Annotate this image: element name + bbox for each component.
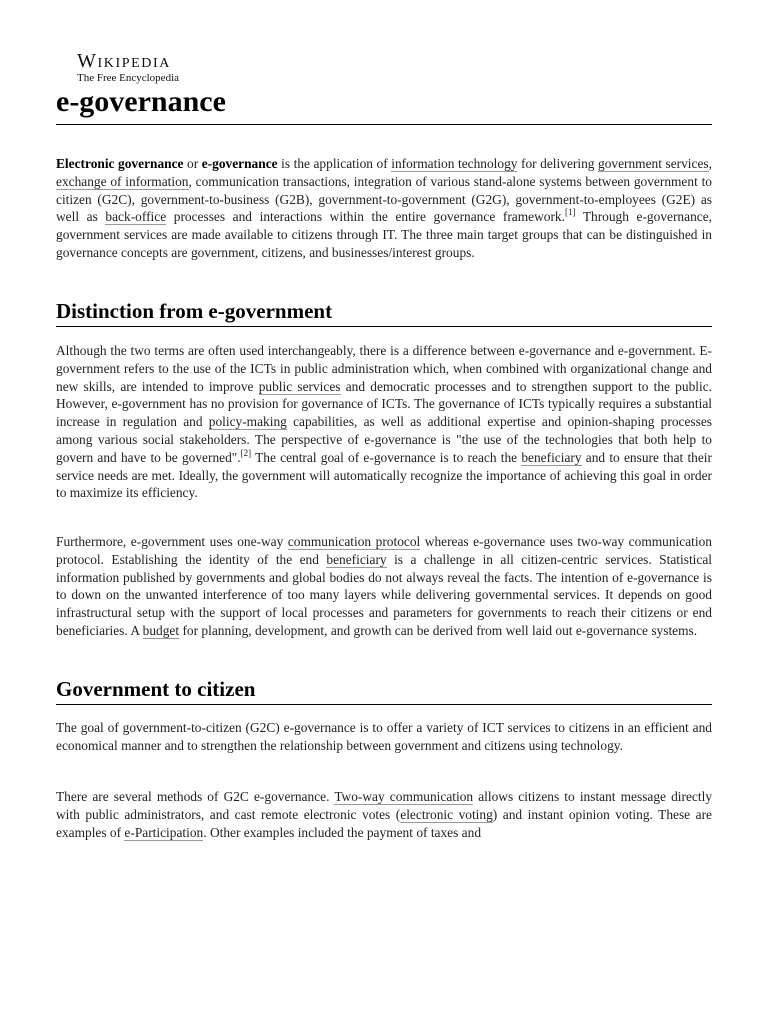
intro-paragraph bbox=[56, 155, 712, 262]
paragraph: The goal of government-to-citizen (G2C) e-governance is to offer a variety of ICT services to citizens in an efficient and economical manner and to strengthen the relationship between government and citizens using technology. bbox=[56, 720, 712, 753]
text: . Other examples included the payment of taxes and bbox=[203, 824, 482, 840]
section-divider bbox=[56, 704, 712, 705]
link-exchange-of-information[interactable]: exchange of information bbox=[56, 173, 189, 189]
text: and democratic processes and to strengthen support to the public. However, e-government has no provision for governance of ICTs. The governance of ICTs typically requires a substantial increase in regulation and bbox=[56, 378, 712, 430]
text: , bbox=[708, 156, 712, 171]
link-policy-making[interactable]: policy-making bbox=[208, 414, 287, 430]
citation-1[interactable]: [1] bbox=[564, 207, 576, 218]
text: is the application of bbox=[277, 156, 392, 171]
page-title: e-governance bbox=[56, 85, 226, 118]
logo-tagline: The Free Encyclopedia bbox=[77, 72, 180, 84]
text: whereas e-governance uses two-way communication protocol. Establishing the identity of the end bbox=[56, 534, 712, 567]
text: , communication transactions, integration of various stand-alone systems between government to citizen (G2C), government-to-business (G2B), government-to-government (G2G), government-to-employees (G2E) as well as bbox=[56, 173, 712, 225]
link-public-services[interactable]: public services bbox=[258, 378, 341, 394]
paragraph bbox=[56, 533, 712, 640]
text: for planning, development, and growth can be derived from well laid out e-governance systems. bbox=[179, 622, 698, 638]
section-divider bbox=[56, 326, 712, 327]
text: allows citizens to instant message directly with public administrators, and cast remote electronic votes ( bbox=[56, 789, 713, 822]
link-e-participation[interactable]: e-Participation bbox=[124, 824, 204, 840]
title-divider bbox=[56, 124, 712, 125]
citation-2[interactable]: [2] bbox=[240, 447, 252, 458]
text: Furthermore, e-government uses one-way bbox=[56, 534, 288, 549]
text: is a challenge in all citizen-centric services. Statistical information published by governments and global bodies do not always reveal the facts. The intention of e-governance is to down on the unwanted interference of too many layers while delivering governmental services. It depends on good infrastructural setup with the support of local processes and parameters for governments to reach their citizens or end beneficiaries. A bbox=[56, 551, 712, 638]
bold-term: e-governance bbox=[201, 156, 278, 171]
section-heading-distinction: Distinction from e-government bbox=[56, 299, 333, 323]
paragraph bbox=[56, 342, 712, 502]
text: for delivering bbox=[517, 156, 598, 171]
text: Through e-governance, government services are made available to citizens through IT. The three main target groups that can be distinguished in governance concepts are government, citizens, and businesses/interest groups. bbox=[56, 209, 712, 260]
text: ) and instant opinion voting. These are examples of bbox=[56, 806, 712, 840]
link-back-office[interactable]: back-office bbox=[105, 209, 167, 225]
text: The central goal of e-governance is to reach the bbox=[251, 449, 522, 465]
bold-term: Electronic governance bbox=[56, 156, 184, 171]
text: Although the two terms are often used interchangeably, there is a difference between e-governance and e-government. E-government refers to the use of the ICTs in public administration which, when combined with organizational change and new skills, are intended to improve bbox=[56, 343, 712, 394]
section-heading-g2c: Government to citizen bbox=[56, 677, 256, 701]
text: processes and interactions within the entire governance framework. bbox=[166, 209, 565, 225]
link-beneficiary[interactable]: beneficiary bbox=[326, 551, 387, 567]
text: or bbox=[183, 156, 202, 171]
logo-wordmark: Wikipedia bbox=[77, 50, 171, 72]
link-budget[interactable]: budget bbox=[142, 622, 180, 638]
link-two-way-communication[interactable]: Two-way communication bbox=[334, 789, 474, 804]
link-information-technology[interactable]: information technology bbox=[391, 156, 518, 171]
link-beneficiary[interactable]: beneficiary bbox=[521, 449, 582, 465]
link-communication-protocol[interactable]: communication protocol bbox=[287, 534, 421, 549]
wikipedia-logo[interactable] bbox=[77, 51, 179, 84]
text: capabilities, as well as additional expertise and opinion-shaping processes among various social stakeholders. The perspective of e-governance is "the use of the technologies that both help to govern and have to be governed". bbox=[56, 414, 712, 465]
text: and to ensure that their service needs are met. Ideally, the government will automatically recognize the importance of achieving this goal in order to maximize its efficiency. bbox=[56, 449, 712, 501]
link-government-services[interactable]: government services bbox=[598, 156, 709, 171]
link-electronic-voting[interactable]: electronic voting bbox=[400, 806, 493, 822]
paragraph bbox=[56, 788, 712, 841]
text: There are several methods of G2C e-governance. bbox=[56, 789, 335, 804]
